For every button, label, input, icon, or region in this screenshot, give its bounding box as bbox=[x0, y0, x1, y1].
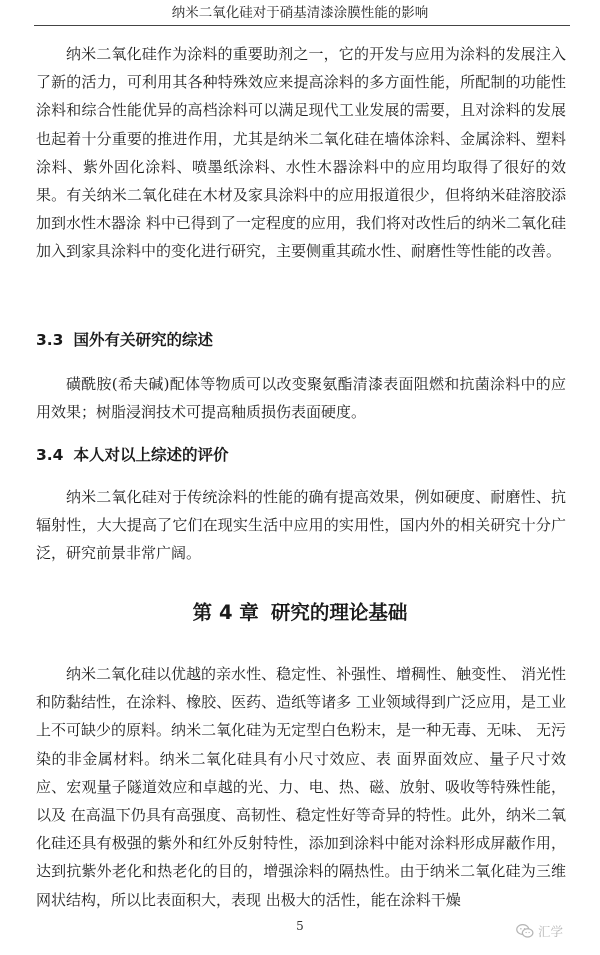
wechat-icon bbox=[516, 923, 534, 939]
section-title: 本人对以上综述的评价 bbox=[73, 446, 229, 464]
section-title: 国外有关研究的综述 bbox=[73, 331, 213, 349]
paragraph-evaluation: 纳米二氧化硅对于传统涂料的性能的确有提高效果，例如硬度、耐磨性、抗辐射性，大大提高了它们在现实生活中应用的实用性，国内外的相关研究十分广泛，研究前景非常广阔。 bbox=[36, 488, 566, 563]
section-number: 3.3 bbox=[36, 331, 64, 349]
paragraph-theory: 纳米二氧化硅以优越的亲水性、稳定性、补强性、增稠性、触变性、 消光性和防黏结性，在涂料、橡胶、医药、造纸等诸多 工业领域得到广泛应用，是工业上不可缺少的原料。纳米二氧化硅为无定型白色粉末，是一种无毒、无味、 无污染的非金属材料。纳米二氧化硅具有小尺寸效应、表 面界面效应、量子尺寸效应、宏观量子隧道效应和卓越的光、力、电、热、磁、放射、吸收等特殊性能，以及 在高温下仍具有高强度、高韧性、稳定性好等奇异的特性。此外，纳米二氧化硅还具有极强的紫外和红外反射特性，添加到涂料中能对涂料形成屏蔽作用，达到抗紫外老化和热老化的目的，增强涂料的隔热性。由于纳米二氧化硅为三维网状结构，所以比表面积大，表现 出极大的活性，能在涂料干燥 bbox=[36, 665, 566, 909]
page-number: 5 bbox=[296, 919, 304, 933]
watermark bbox=[516, 920, 563, 942]
paragraph-intro: 纳米二氧化硅作为涂料的重要助剂之一，它的开发与应用为涂料的发展注入了新的活力，可利用其各种特殊效应来提高涂料的多方面性能，所配制的功能性涂料和综合性能优异的高档涂料可以满足现代工业发展的需要，且对涂料的发展也起着十分重要的推进作用，尤其是纳米二氧化硅在墙体涂料、金属涂料、塑料涂料、紫外固化涂料、喷墨纸涂料、水性木器涂料中的应用均取得了很好的效果。有关纳米二氧化硅在木材及家具涂料中的应用报道很少，但将纳米硅溶胶添加到水性木器涂 料中已得到了一定程度的应用，我们将对改性后的纳米二氧化硅加入到家具涂料中的变化进行研究，主要侧重其疏水性、耐磨性等性能的改善。 bbox=[36, 45, 566, 261]
chapter-heading bbox=[0, 599, 600, 627]
section-number: 3.4 bbox=[36, 446, 64, 464]
paragraph-foreign-review: 磺酰胺(希夫碱)配体等物质可以改变聚氨酯清漆表面阻燃和抗菌涂料中的应用效果；树脂浸润技术可提高釉质损伤表面硬度。 bbox=[36, 375, 566, 422]
section-heading-3-4 bbox=[36, 444, 566, 466]
header-rule bbox=[34, 25, 570, 26]
running-header: 纳米二氧化硅对于硝基清漆涂膜性能的影响 bbox=[171, 5, 429, 21]
section-heading-3-3 bbox=[36, 329, 566, 351]
chapter-title: 研究的理论基础 bbox=[270, 601, 408, 624]
chapter-number: 第 4 章 bbox=[192, 601, 259, 624]
watermark-text: 汇学 bbox=[538, 924, 564, 939]
